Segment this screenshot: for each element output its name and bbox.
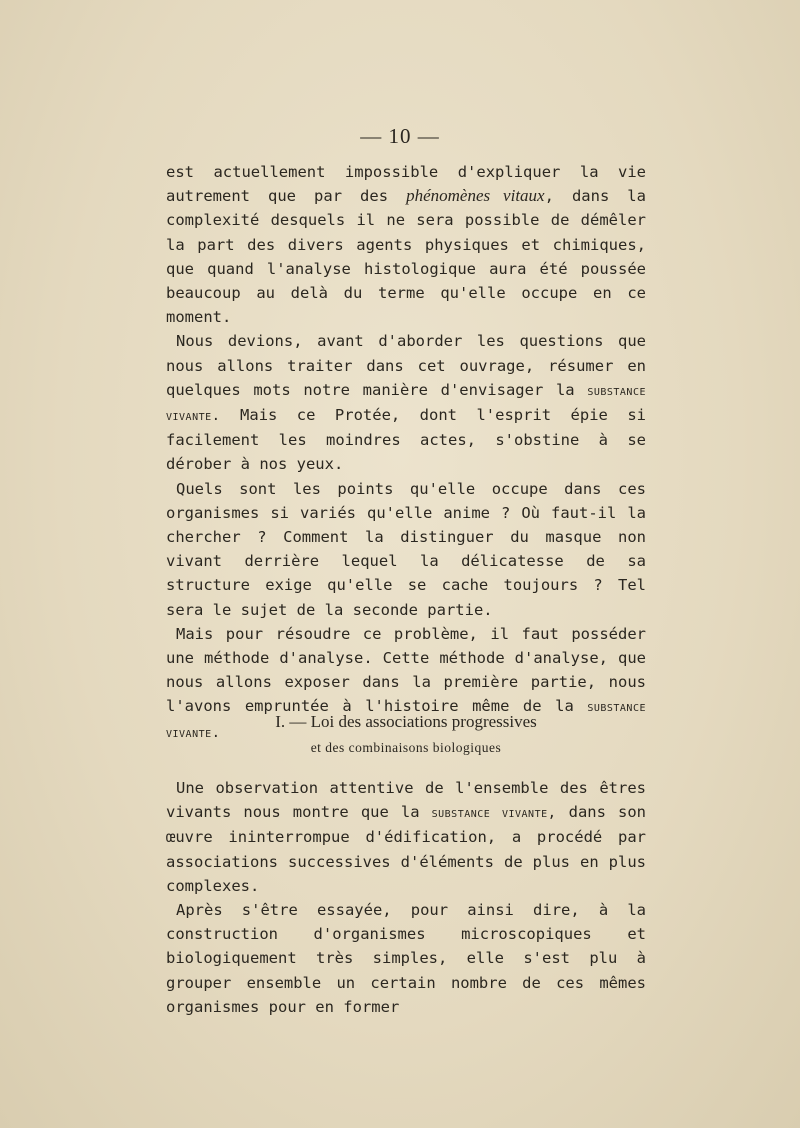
text-span: , dans la complexité desquels il ne sera possible de démêler la part des divers agents physiques et chimiques, que quand l'analyse histologique aura été poussée beaucoup au delà du terme qu'elle occupe en ce moment. bbox=[166, 187, 646, 327]
small-caps-text: substance vivante, bbox=[431, 805, 557, 822]
text-span: Une observation attentive de l'ensemble des êtres vivants nous montre que la bbox=[166, 779, 646, 822]
text-span: est actuellement impossible d'expliquer la vie autrement que par des bbox=[166, 163, 646, 206]
text-span: Nous devions, avant d'aborder les questions que nous allons traiter dans cet ouvrage, résumer en quelques mots notre manière d'envisager la bbox=[166, 332, 646, 399]
paragraph-6: Après s'être essayée, pour ainsi dire, à la construction d'organismes microscopiques et biologiquement très simples, elle s'est plu à grouper ensemble un certain nombre de ces mêmes organismes pour en former bbox=[166, 901, 646, 1016]
small-caps-text: substance vivante. bbox=[166, 382, 646, 425]
paragraph-2 bbox=[166, 329, 646, 476]
paragraph-1 bbox=[166, 160, 646, 329]
italic-text: phénomènes vitaux bbox=[406, 186, 545, 206]
section-heading-line-2: et des combinaisons biologiques bbox=[310, 740, 502, 755]
paragraph-5 bbox=[166, 776, 646, 898]
page-number: — 10 — bbox=[360, 124, 440, 148]
text-span: Mais ce Protée, dont l'esprit épie si facilement les moindres actes, s'obstine à se dérober à nos yeux. bbox=[166, 406, 646, 474]
body-text-top bbox=[166, 160, 646, 745]
body-text-bottom bbox=[166, 776, 646, 1019]
section-heading-line-1: I. — Loi des associations progressives bbox=[275, 712, 537, 731]
paragraph-3: Quels sont les points qu'elle occupe dans ces organismes si variés qu'elle anime ? Où faut-il la chercher ? Comment la distinguer du masque non vivant derrière lequel la délicatesse de sa structure exige qu'elle se cache toujours ? Tel sera le sujet de la seconde partie. bbox=[166, 479, 646, 619]
text-span: dans son œuvre ininterrompue d'édification, a procédé par associations successives d'éléments de plus en plus complexes. bbox=[166, 803, 646, 895]
text-span: Mais pour résoudre ce problème, il faut posséder une méthode d'analyse. Cette méthode d'analyse, que nous allons exposer dans la première partie, nous l'avons empruntée à l'histoire même de la bbox=[166, 624, 646, 716]
small-caps-text: substance vivante. bbox=[166, 699, 646, 741]
